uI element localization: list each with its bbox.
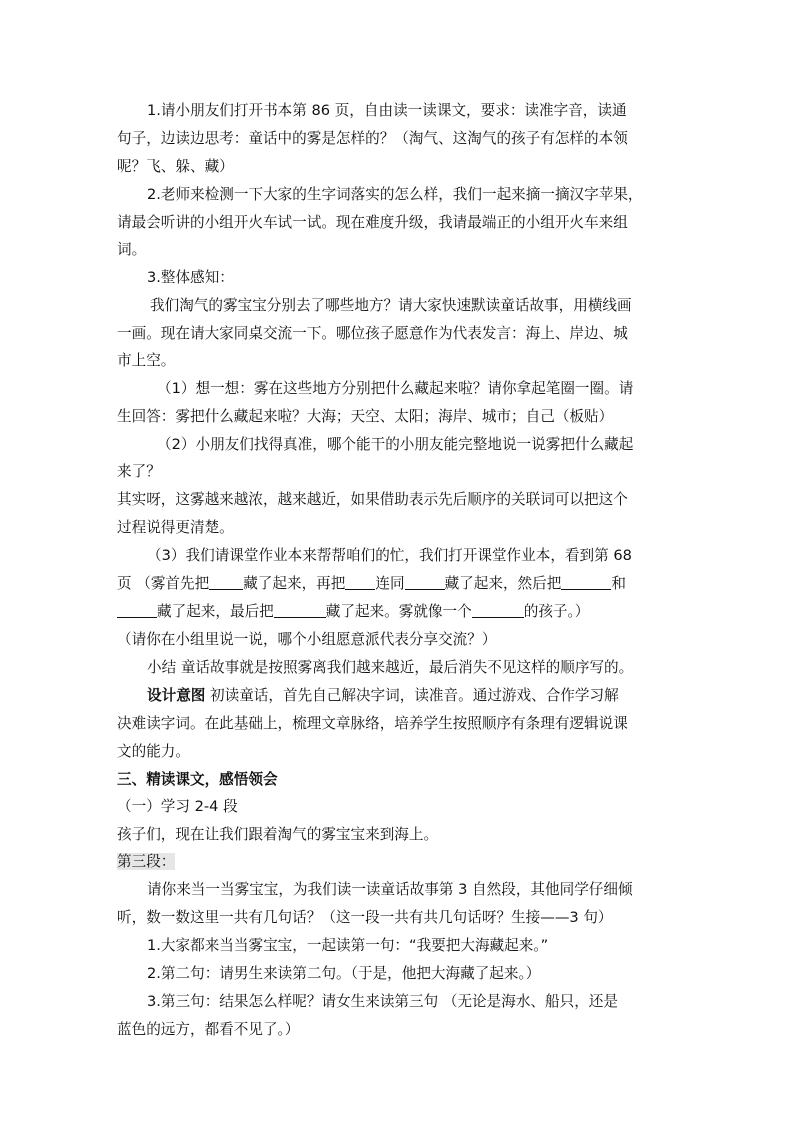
highlighted-label: 第三段： [117, 853, 176, 870]
fill-blank-1 [209, 574, 243, 590]
design-intent-label: 设计意图 [147, 687, 206, 704]
subsection-heading-1: （一）学习 2-4 段 [117, 798, 238, 815]
fill-text-a: 页 （雾首先把 [117, 575, 210, 592]
design-intent-text: 初读童话，首先自己解决字词，读准音。通过游戏、合作学习解 [205, 687, 619, 704]
para-15: 2.第二句：请男生来读第二句。（于是，他把大海藏了起来。） [147, 965, 541, 982]
fill-text-c: 连同 [375, 575, 405, 592]
para-11-line-3: 文的能力。 [117, 743, 190, 760]
para-13-line-1: 请你来当一当雾宝宝，为我们读一读童话故事第 3 自然段，其他同学仔细倾 [147, 881, 633, 898]
fill-text-g: 藏了起来。雾就像一个 [325, 603, 472, 620]
fill-blank-6 [274, 602, 326, 618]
para-12: 孩子们，现在让我们跟着淘气的雾宝宝来到海上。 [117, 826, 439, 843]
fill-text-e: 和 [611, 575, 626, 592]
para-9: （请你在小组里说一说，哪个小组愿意派代表分享交流？） [117, 631, 497, 648]
para-14: 1.大家都来当当雾宝宝，一起读第一句：“我要把大海藏起来。” [147, 937, 549, 954]
para-1-line-1: 1.请小朋友们打开书本第 86 页，自由读一读课文，要求：读准字音，读通 [147, 102, 627, 119]
para-1-line-3: 呢？飞、躲、藏） [117, 158, 234, 175]
fill-blank-3 [405, 574, 445, 590]
para-7-line-2: 过程说得更清楚。 [117, 519, 234, 536]
para-8-line-2 [117, 574, 626, 594]
para-4-line-2: 一画。现在请大家同桌交流一下。哪位孩子愿意作为代表发言：海上、岸边、城 [117, 325, 628, 342]
para-8-line-3 [117, 602, 589, 622]
para-5-line-1: （1）想一想：雾在这些地方分别把什么藏起来啦？请你拿起笔圈一圈。请 [157, 380, 634, 397]
fill-text-h: 的孩子。） [523, 603, 590, 620]
para-7-line-1: 其实呀，这雾越来越浓，越来越近，如果借助表示先后顺序的关联词可以把这个 [117, 491, 628, 508]
para-13-line-2: 听，数一数这里一共有几句话？（这一段一共有共几句话呀？生接——3 句） [117, 909, 613, 926]
fill-text-f: 藏了起来，最后把 [157, 603, 274, 620]
para-10-summary: 小结 童话故事就是按照雾离我们越来越近，最后消失不见这样的顺序写的。 [147, 659, 634, 676]
para-5-line-2: 生回答：雾把什么藏起来啦？大海；天空、太阳；海岸、城市；自己（板贴） [117, 408, 614, 425]
fill-blank-7 [472, 602, 524, 618]
section-3-label [117, 852, 175, 872]
para-8-line-1: （3）我们请课堂作业本来帮帮咱们的忙，我们打开课堂作业本，看到第 68 [147, 547, 632, 564]
para-16-line-2: 蓝色的远方，都看不见了。） [117, 1021, 300, 1038]
para-2-line-2: 请最会听讲的小组开火车试一试。现在难度升级，我请最端正的小组开火车来组 [117, 214, 628, 231]
fill-blank-5 [117, 602, 157, 618]
para-3-title: 3.整体感知： [147, 269, 234, 286]
fill-text-d: 藏了起来，然后把 [444, 575, 562, 592]
para-4-line-3: 市上空。 [117, 352, 176, 369]
para-2-line-1: 2.老师来检测一下大家的生字词落实的怎么样，我们一起来摘一摘汉字苹果， [147, 186, 643, 203]
fill-blank-2 [345, 574, 375, 590]
para-4-line-1: 我们淘气的雾宝宝分别去了哪些地方？请大家快速默读童话故事，用横线画 [150, 297, 632, 314]
para-11-line-1 [147, 686, 619, 706]
fill-blank-4 [561, 574, 611, 590]
para-11-line-2: 决难读字词。在此基础上，梳理文章脉络，培养学生按照顺序有条理有逻辑说课 [117, 715, 628, 732]
section-heading-3: 三、精读课文，感悟领会 [117, 771, 278, 788]
fill-text-b: 藏了起来，再把 [243, 575, 346, 592]
para-1-line-2: 句子，边读边思考：童话中的雾是怎样的？（淘气、这淘气的孩子有怎样的本领 [117, 130, 628, 147]
para-16-line-1: 3.第三句：结果怎么样呢？请女生来读第三句 （无论是海水、船只，还是 [147, 993, 618, 1010]
para-6-line-2: 来了？ [117, 463, 161, 480]
para-2-line-3: 词。 [117, 241, 147, 258]
para-6-line-1: （2）小朋友们找得真准，哪个能干的小朋友能完整地说一说雾把什么藏起 [157, 436, 634, 453]
